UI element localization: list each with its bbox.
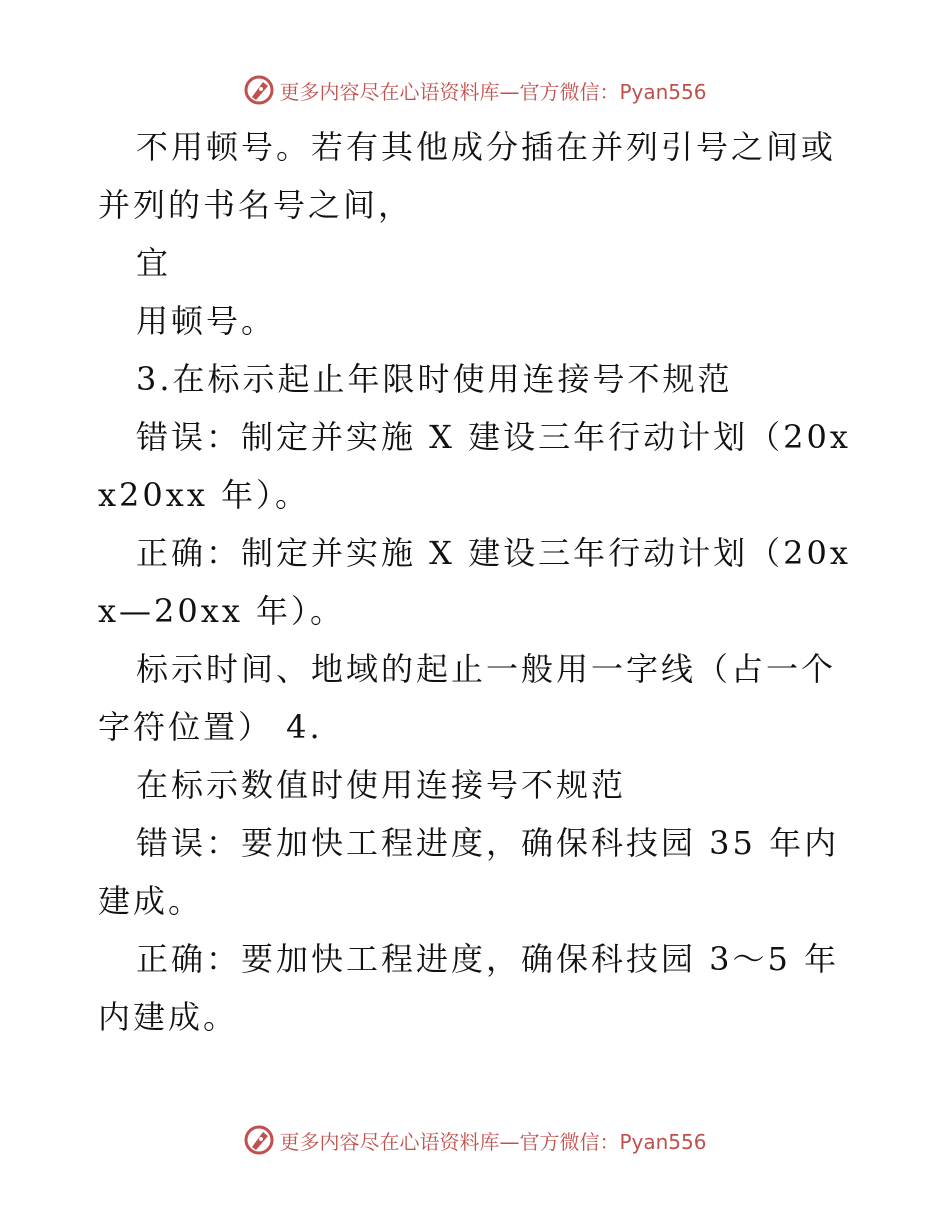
paragraph-9-wrong-example: 错误：要加快工程进度，确保科技园 35 年内建成。	[98, 824, 840, 920]
paragraph-4-heading: 3.在标示起止年限时使用连接号不规范	[136, 360, 733, 398]
paragraph-1: 不用顿号。若有其他成分插在并列引号之间或并列的书名号之间，	[98, 128, 837, 224]
pen-nib-icon	[243, 74, 275, 106]
paragraph-2: 宜	[136, 244, 172, 282]
pen-nib-icon	[243, 1124, 275, 1156]
paragraph-7: 标示时间、地域的起止一般用一字线（占一个字符位置） 4.	[98, 650, 837, 746]
paragraph-3: 用顿号。	[136, 302, 277, 340]
header-banner	[0, 70, 950, 110]
footer-banner	[0, 1120, 950, 1160]
footer-banner-text: 更多内容尽在心语资料库—官方微信：Pyan556	[279, 1129, 707, 1154]
document-body	[98, 118, 858, 1046]
paragraph-6-correct-example: 正确：制定并实施 X 建设三年行动计划（20xx—20xx 年）。	[98, 534, 851, 630]
paragraph-8-heading: 在标示数值时使用连接号不规范	[136, 766, 627, 804]
paragraph-5-wrong-example: 错误：制定并实施 X 建设三年行动计划（20xx20xx 年）。	[98, 418, 851, 514]
paragraph-10-correct-example: 正确：要加快工程进度，确保科技园 3～5 年内建成。	[98, 940, 840, 1036]
header-banner-text: 更多内容尽在心语资料库—官方微信：Pyan556	[279, 79, 707, 104]
